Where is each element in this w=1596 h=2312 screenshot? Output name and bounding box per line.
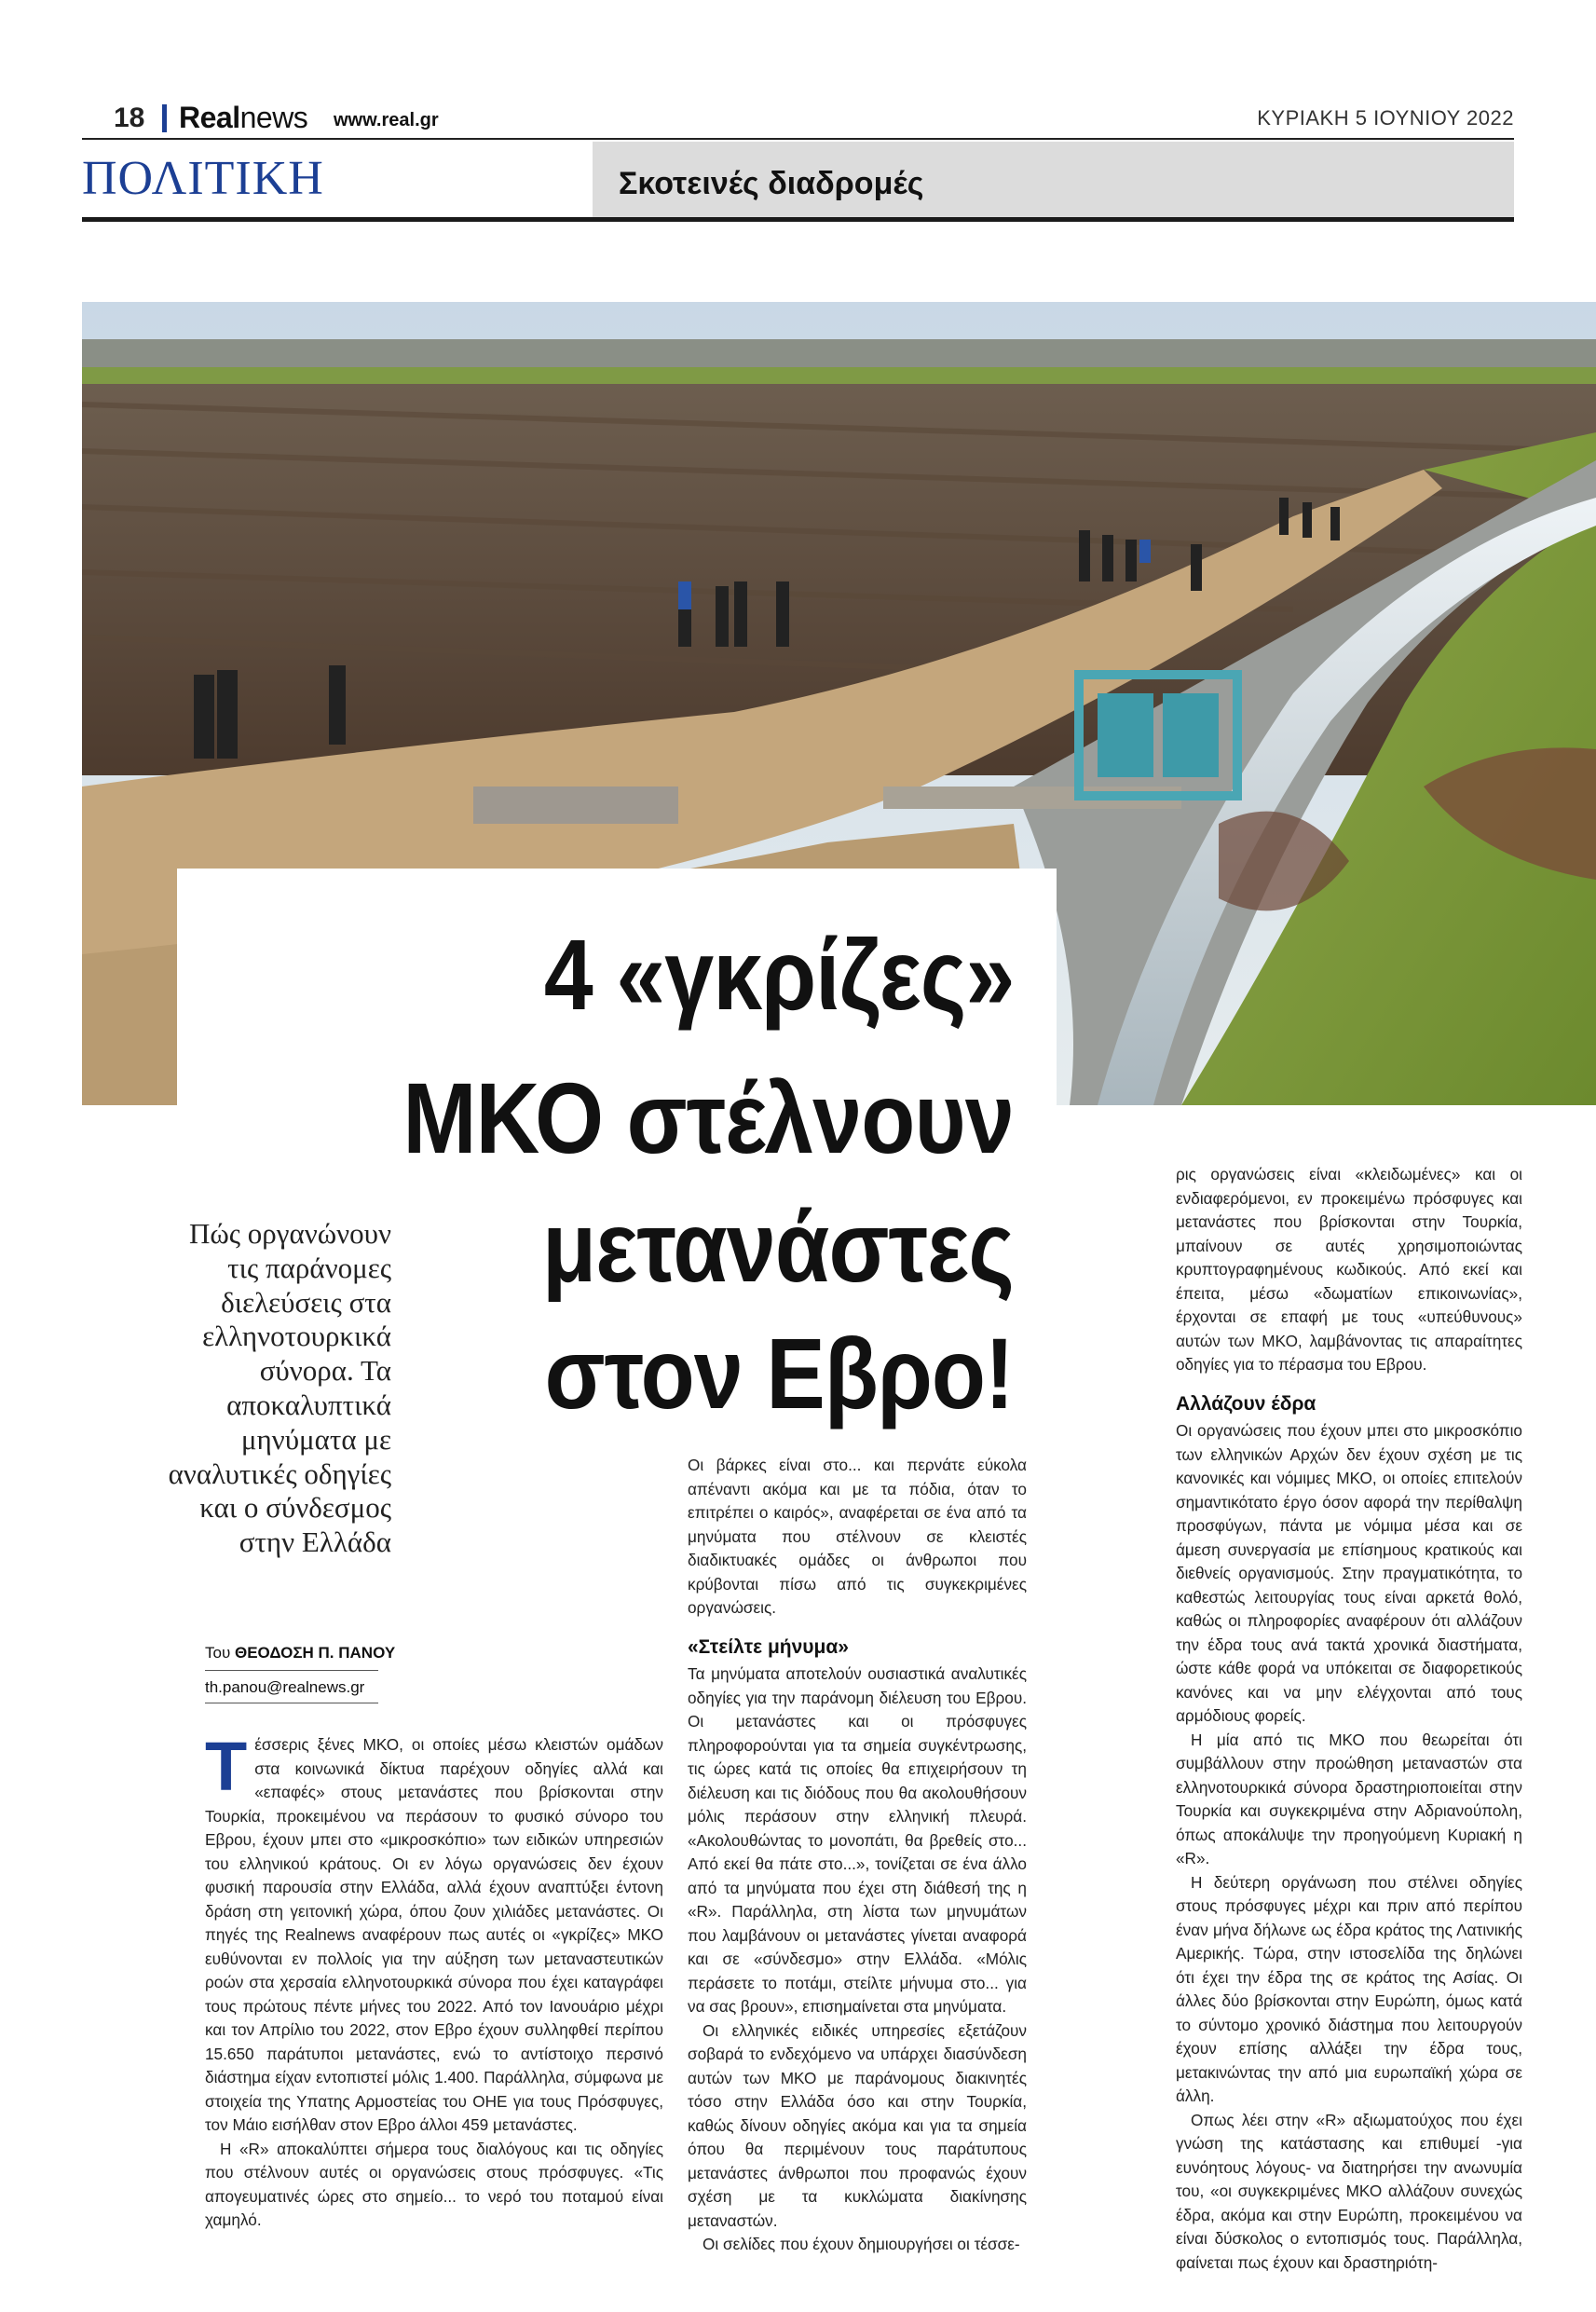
brand-logo	[179, 101, 307, 135]
article-column-1	[205, 1728, 663, 2233]
subheading: Αλλάζουν έδρα	[1176, 1392, 1316, 1415]
subheading: «Στείλτε μήνυμα»	[688, 1635, 849, 1658]
article-subtitle	[112, 1217, 391, 1560]
brand-logo-bold: Real	[179, 101, 240, 134]
paragraph: Οι σελίδες που έχουν δημιουργήσει οι τέσσε-	[703, 2235, 1020, 2253]
page-header	[82, 101, 1514, 140]
paragraph: Τα μηνύματα αποτελούν ουσιαστικά αναλυτικές οδηγίες για την παράνομη διέλευση του Εβρου. Οι μετανάστες και οι πρόσφυγες πληροφορούνται για τα σημεία συγκέντρωσης, τις ώρες κατά τις οποίες θα επιχειρήσουν τη διέλευση και τις διόδους που θα ακολουθήσουν μόλις περάσουν στην ελληνική πλευρά. «Ακολουθώντας το μονοπάτι, θα βρεθείς στο... Από εκεί θα πάτε στο...», τονίζεται σε ένα άλλο από τα μηνύματα που έχει στη διάθεσή της η «R». Παράλληλα, στη λίστα των μηνυμάτων που λαμβάνουν οι μετανάστες γίνεται αναφορά και σε «σύνδεσμο» στην Ελλάδα. «Μόλις περάσετε το ποτάμι, στείλτε μήνυμα στο... για να σας βρουν», επισημαίνεται στα μηνύματα.	[688, 1664, 1027, 2016]
paragraph: Οπως λέει στην «R» αξιωματούχος που έχει γνώση της κατάστασης και επιθυμεί -για ευνόητους λόγους- να διατηρήσει την ανωνυμία του, «οι συγκεκριμένες ΜΚΟ αλλάζουν συνεχώς έδρα, ακόμα και στην Ευρώπη, προκειμένου να είναι δύσκολος ο εντοπισμός τους. Παράλληλα, φαίνεται πως έχουν και δραστηριότη-	[1176, 2110, 1522, 2272]
byline-email: th.panou@realnews.gr	[205, 1678, 378, 1703]
page-number-divider	[162, 104, 167, 132]
headline-line-1: 4 «γκρίζες»	[543, 918, 1014, 1031]
subtitle-line: Πώς οργανώνουν	[188, 1217, 391, 1250]
headline-line-4: στον Εβρο!	[544, 1317, 1014, 1430]
paragraph: Οι οργανώσεις που έχουν μπει στο μικροσκόπιο των ελληνικών Αρχών δεν έχουν σχέση με τις κανονικές και νόμιμες ΜΚΟ, οι οποίες επιτελούν σημαντικότατο έργο όσον αφορά την περίθαλψη προσφύγων, πάντα με νόμιμα μέσα και σε άμεση συνεργασία με επίσημους κρατικούς και διεθνείς οργανισμούς. Στην πραγματικότητα, το καθεστώς λειτουργίας τους είναι αρκετά θολό, καθώς οι πληροφορίες αναφέρουν ότι αλλάζουν την έδρα τους ανά τακτά χρονικά διαστήματα, ώστε κάθε φορά να υπόκειται σε διαφορετικούς κανόνες και να μην ελέγχονται από τους αρμόδιους φορείς.	[1176, 1421, 1522, 1725]
paragraph: Οι βάρκες είναι στο... και περνάτε εύκολα απέναντι ακόμα και με τα πόδια, όταν το επιτρέπει ο καιρός», αναφέρεται σε ένα από τα μηνύματα που στέλνουν σε κλειστές διαδικτυακές ομάδες οι άνθρωποι που κρύβονται πίσω από τις συγκεκριμένες οργανώσεις.	[688, 1456, 1027, 1617]
article-column-2	[688, 1454, 1027, 2257]
subtitle-line: μηνύματα με	[240, 1422, 391, 1456]
byline-prefix: Του	[205, 1644, 235, 1662]
subtitle-line: ελληνοτουρκικά	[202, 1320, 391, 1353]
section-subtitle: Σκοτεινές διαδρομές	[619, 166, 924, 201]
page-number: 18	[114, 103, 145, 133]
subtitle-line: τις παράνομες	[227, 1251, 391, 1284]
paragraph: Οι ελληνικές ειδικές υπηρεσίες εξετάζουν σοβαρά το ενδεχόμενο να υπάρχει διασύνδεση αυτών των ΜΚΟ με παράνομους διακινητές τόσο στην Ελλάδα όσο και στην Τουρκία, καθώς δίνουν οδηγίες ακόμα και για τα σημεία όπου θα περιμένουν τους παράτυπους μετανάστες άνθρωποι που προφανώς έχουν σχέση με τα κυκλώματα διακίνησης μεταναστών.	[688, 2020, 1027, 2230]
subtitle-line: σύνορα. Τα	[259, 1354, 391, 1388]
section-name: ΠΟΛΙΤΙΚΗ	[82, 152, 324, 205]
subtitle-line: διελεύσεις στα	[221, 1285, 391, 1319]
paragraph: Η μία από τις ΜΚΟ που θεωρείται ότι συμβάλλουν στην προώθηση μεταναστών στα ελληνοτουρκικά σύνορα δραστηριοποιείται στην Τουρκία και συγκεκριμένα στην Αδριανούπολη, όπως αποκάλυψε την προηγούμενη Κυριακή η «R».	[1176, 1730, 1522, 1867]
subtitle-line: αποκαλυπτικά	[226, 1388, 391, 1421]
headline-line-3: μετανάστες	[542, 1190, 1014, 1303]
paragraph: ρις οργανώσεις είναι «κλειδωμένες» και οι ενδιαφερόμενοι, εν προκειμένω πρόσφυγες και μετανάστες που βρίσκονται στην Τουρκία, μπαίνουν σε αυτές χρησιμοποιώντας κρυπτογραφημένους κωδικούς. Από εκεί και έπειτα, μέσω «δωματίων επικοινωνίας», έρχονται σε επαφή με τους «υπεύθυνους» αυτών των ΜΚΟ, λαμβάνοντας τις απαραίτητες οδηγίες για το πέρασμα του Εβρου.	[1176, 1165, 1522, 1374]
subtitle-line: αναλυτικές οδηγίες	[168, 1457, 391, 1490]
brand-url: www.real.gr	[334, 110, 439, 130]
article-column-3	[1176, 1163, 1522, 2275]
brand-logo-rest: news	[239, 101, 308, 134]
byline-author	[205, 1644, 396, 1671]
section-subtitle-box	[593, 142, 1514, 217]
dropcap: Τ	[205, 1728, 248, 1805]
issue-date: ΚΥΡΙΑΚΗ 5 ΙΟΥΝΙΟΥ 2022	[1257, 106, 1514, 130]
headline-line-2: ΜΚΟ στέλνουν	[402, 1061, 1014, 1174]
subtitle-line: στην Ελλάδα	[239, 1525, 391, 1559]
paragraph: Η δεύτερη οργάνωση που στέλνει οδηγίες στους πρόσφυγες μέχρι και πριν από περίπου έναν μήνα δήλωνε ως έδρα κράτος της Λατινικής Αμερικής. Τώρα, στην ιστοσελίδα της δηλώνει ότι έχει την έδρα της σε κράτος της Ασίας. Οι άλλες δύο βρίσκονται στην Ευρώπη, όμως κατά το σύντομο χρονικό διάστημα που λειτουργούν έχουν επίσης αλλάξει την έδρα τους, μετακινώντας την από μια ευρωπαϊκή χώρα σε άλλη.	[1176, 1872, 1522, 2105]
byline-name: ΘΕΟΔΟΣΗ Π. ΠΑΝΟΥ	[235, 1644, 396, 1662]
byline	[205, 1644, 396, 1703]
paragraph: Η «R» αποκαλύπτει σήμερα τους διαλόγους και τις οδηγίες που στέλνουν αυτές οι οργανώσεις στους πρόσφυγες. «Τις απογευματινές ώρες στο σημείο... το νερό του ποταμού είναι χαμηλό.	[205, 2139, 663, 2229]
section-header	[82, 142, 1514, 222]
paragraph-text: έσσερις ξένες ΜΚΟ, οι οποίες μέσω κλειστών ομάδων στα κοινωνικά δίκτυα παρέχουν οδηγίες αλλά και «επαφές» στους μετανάστες που βρίσκονται στην Τουρκία, προκειμένου να περάσουν το φυσικό σύνορο του Εβρου, έχουν μπει στο «μικροσκόπιο» των ειδικών υπηρεσιών του ελληνικού κράτους. Οι εν λόγω οργανώσεις δεν έχουν φυσική παρουσία στην Ελλάδα, αλλά έχουν αναπτύξει έντονη δράση στη γειτονική χώρα, όπου ζουν χιλιάδες μετανάστες. Οι πηγές της Realnews αναφέρουν πως αυτές οι «γκρίζες» ΜΚΟ ευθύνονται εν πολλοίς για την αύξηση των μεταναστευτικών ροών στα χερσαία ελληνοτουρκικά σύνορα που έχει καταγράφει τους πρώτους πέντε μήνες του 2022. Από τον Ιανουάριο μέχρι και τον Απρίλιο του 2022, στον Εβρο έχουν συλληφθεί περίπου 15.650 παράτυποι μετανάστες, ενώ το αντίστοιχο περσινό διάστημα είχαν εντοπιστεί μόλις 1.400. Παράλληλα, σύμφωνα με στοιχεία της Υπατης Αρμοστείας του ΟΗΕ για τους Πρόσφυγες, τον Μάιο εισήλθαν στον Εβρο άλλοι 459 μετανάστες.	[205, 1735, 663, 2134]
paragraph	[205, 1728, 663, 2138]
subtitle-line: και ο σύνδεσμος	[199, 1491, 391, 1525]
